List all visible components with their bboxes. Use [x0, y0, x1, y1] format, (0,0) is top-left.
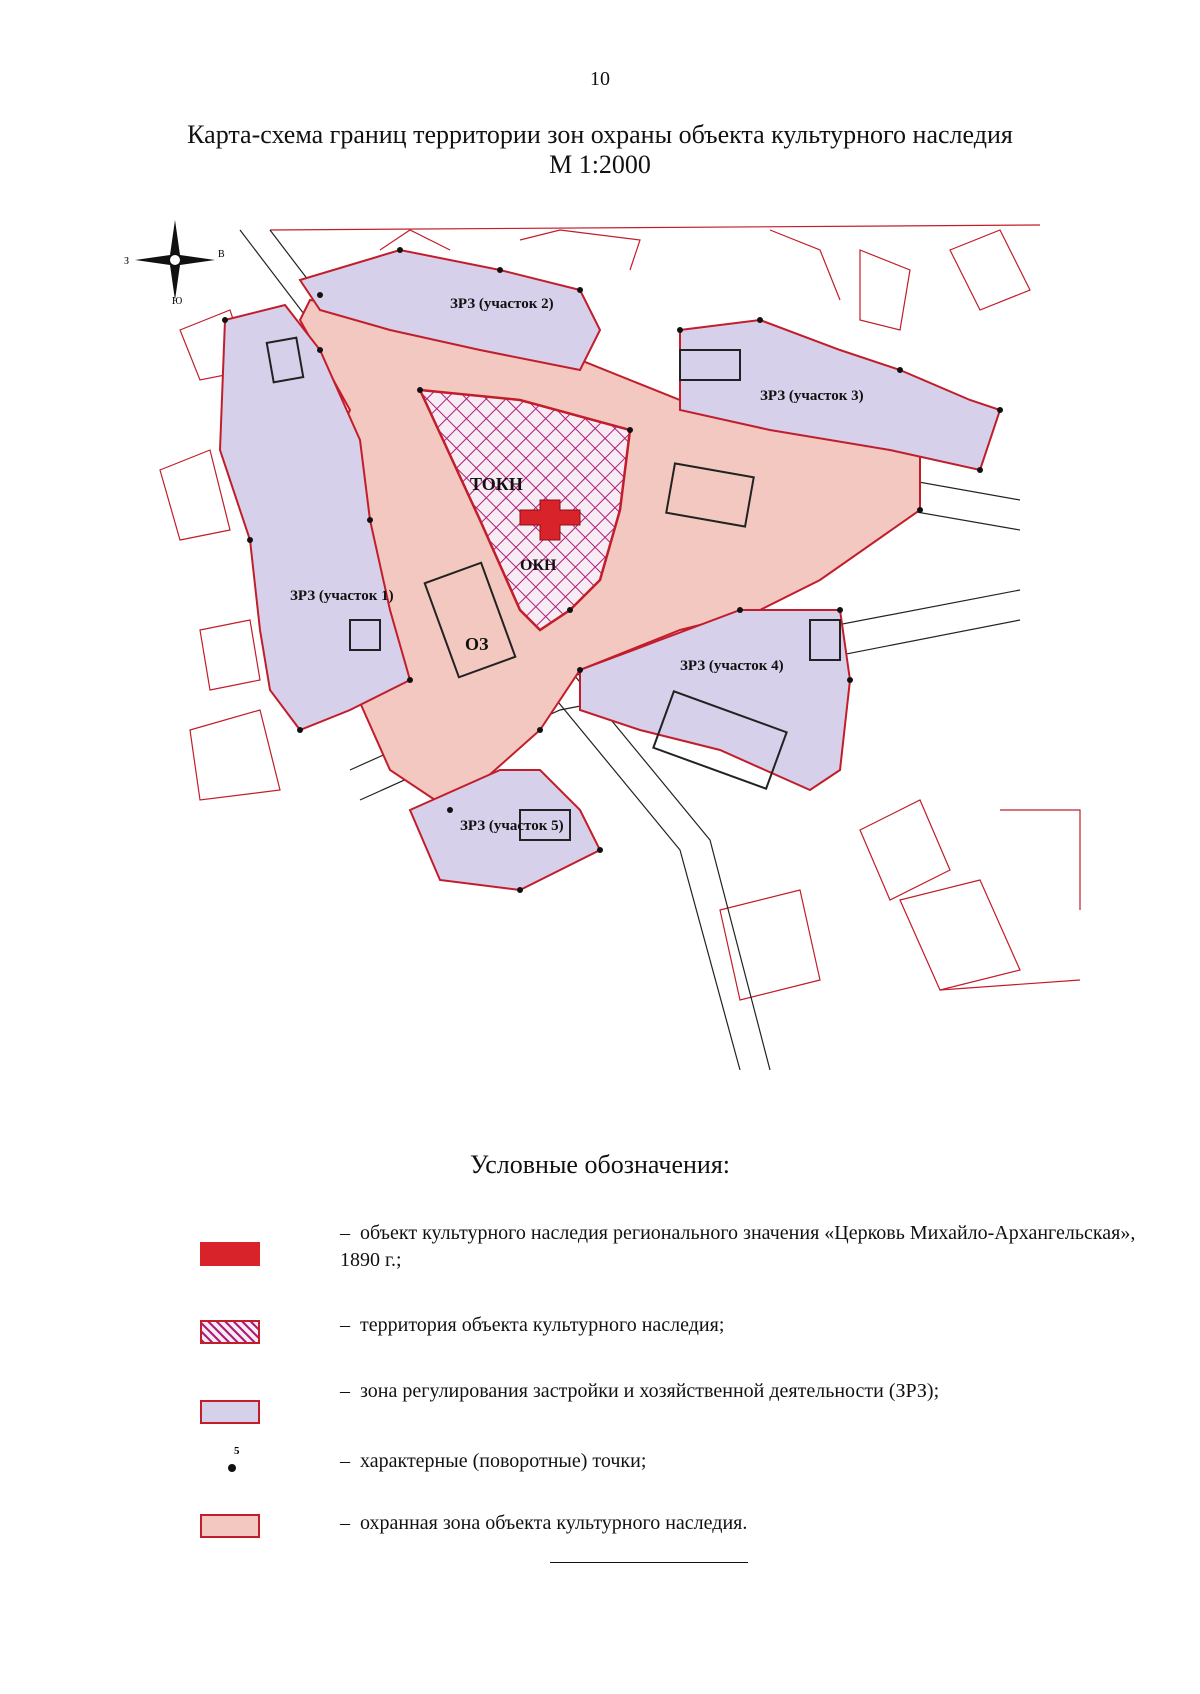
legend-swatch-zrz [200, 1400, 260, 1424]
legend-dash: – [340, 1450, 350, 1472]
legend-dash: – [340, 1314, 350, 1336]
label-oz: ОЗ [465, 634, 489, 654]
legend-point-icon [220, 1440, 250, 1480]
label-zrz3: ЗРЗ (участок 3) [760, 388, 864, 404]
legend-swatch-tokn [200, 1320, 260, 1344]
map-scale: М 1:2000 [549, 150, 651, 179]
legend-swatch-protection [200, 1514, 260, 1538]
label-zrz2: ЗРЗ (участок 2) [450, 296, 554, 312]
legend-text-point: характерные (поворотные) точки; [360, 1450, 647, 1472]
legend-point-label: 5 [234, 1445, 240, 1457]
legend-text-zrz: зона регулирования застройки и хозяйственной деятельности (ЗРЗ); [360, 1380, 940, 1402]
legend-dash: – [340, 1222, 350, 1244]
label-okn: ОКН [520, 557, 557, 574]
footer-divider [550, 1562, 748, 1563]
label-zrz5: ЗРЗ (участок 5) [460, 818, 564, 834]
legend-dash: – [340, 1380, 350, 1402]
label-zrz4: ЗРЗ (участок 4) [680, 658, 784, 674]
compass-east-label: В [218, 249, 225, 260]
legend-dash: – [340, 1512, 350, 1534]
label-tokn: ТОКН [470, 474, 523, 494]
legend-heading: Условные обозначения: [469, 1150, 731, 1179]
compass-west-label: З [124, 256, 130, 267]
label-zrz1: ЗРЗ (участок 1) [290, 588, 394, 604]
page-number: 10 [590, 68, 610, 90]
compass-south-label: Ю [172, 296, 183, 305]
zone-map [120, 210, 1110, 1070]
map-title: Карта-схема границ территории зон охраны объекта культурного наследия [187, 120, 1013, 149]
legend-swatch-okn [200, 1242, 260, 1266]
page-title [0, 120, 1200, 180]
legend-text-protection: охранная зона объекта культурного наследия. [360, 1512, 748, 1534]
legend-text-tokn: территория объекта культурного наследия; [360, 1314, 725, 1336]
legend-text-okn: объект культурного наследия регионального значения «Церковь Михайло-Архангельская», 1890 г.; [340, 1222, 1136, 1271]
